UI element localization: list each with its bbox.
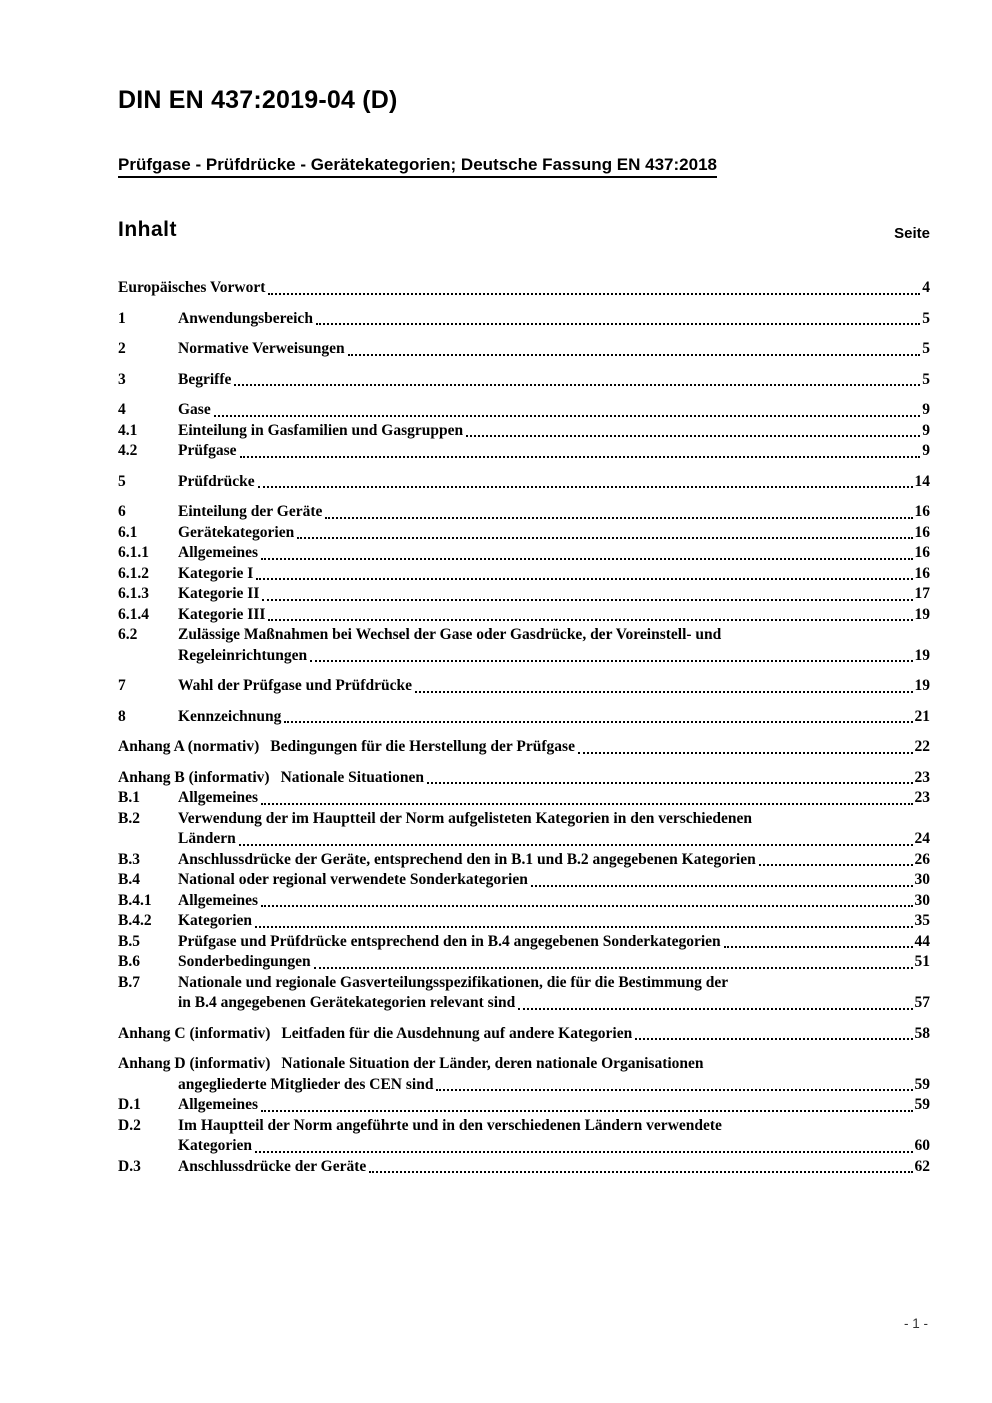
footer-page-number: - 1 -: [903, 1316, 928, 1331]
toc-entry-title: National oder regional verwendete Sonderkategorien: [178, 871, 528, 888]
toc-entry-title: Verwendung der im Hauptteil der Norm aufgelisteten Kategorien in den verschiedenen: [178, 809, 753, 827]
toc-entry-page: 16: [914, 564, 930, 582]
toc-entry-page: 58: [914, 1024, 930, 1042]
toc-entry-title: Im Hauptteil der Norm angeführte und in den verschiedenen Ländern verwendete: [178, 1116, 722, 1134]
toc-entry-number: 6.1.2: [118, 564, 149, 582]
toc-entry-page: 5: [922, 370, 930, 388]
page-column-heading: Seite: [894, 225, 930, 242]
toc-entry: [118, 370, 930, 391]
dot-leader: [578, 737, 913, 754]
toc-entry-title: Sonderbedingungen: [178, 953, 311, 970]
toc-heading: Inhalt: [118, 218, 177, 241]
toc-entry-page: 19: [914, 646, 930, 664]
toc-entry-title: Kennzeichnung: [178, 707, 282, 725]
dot-leader: [310, 646, 912, 663]
toc-entry-title: Europäisches Vorwort: [118, 279, 266, 296]
toc-entry-title: Kategorie I: [178, 564, 254, 582]
toc-entry-number: B.5: [118, 932, 140, 950]
toc-entry: [118, 584, 930, 605]
dot-leader: [268, 605, 912, 622]
dot-leader: [316, 309, 920, 326]
toc-entry-title: Normative Verweisungen: [178, 340, 345, 357]
toc-entry-page: 9: [922, 401, 930, 418]
toc-entry-title: Kategorie II: [178, 585, 260, 602]
toc-entry: [118, 952, 930, 973]
toc-entry-number: D.3: [118, 1157, 141, 1175]
dot-leader: [258, 472, 913, 489]
dot-leader: [255, 911, 912, 928]
toc-entry-number: B.4.2: [118, 912, 152, 929]
toc-entry-page: 30: [914, 871, 930, 888]
toc-entry: [118, 625, 930, 666]
toc-entry-title: Wahl der Prüfgase und Prüfdrücke: [178, 677, 412, 694]
toc-entry-page: 19: [914, 677, 930, 694]
toc-entry: [118, 1095, 930, 1116]
toc-entry: [118, 472, 930, 493]
toc-entry-number: 6.1.3: [118, 585, 149, 602]
toc-entry: [118, 441, 930, 462]
table-of-contents: [118, 278, 930, 1177]
toc-entry-page: 35: [914, 912, 930, 929]
toc-entry-number: 6: [118, 503, 126, 520]
toc-entry: [118, 400, 930, 421]
toc-entry: [118, 523, 930, 544]
toc-entry: [118, 870, 930, 891]
toc-entry-title-continued: Kategorien: [178, 1137, 253, 1154]
toc-entry-title: Kategorie III: [178, 605, 266, 623]
dot-leader: [239, 829, 913, 846]
toc-entry: [118, 850, 930, 871]
toc-entry-title: Allgemeines: [178, 1096, 259, 1113]
toc-entry-page: 14: [914, 472, 930, 490]
toc-entry-title: Einteilung in Gasfamilien und Gasgruppen: [178, 421, 464, 439]
toc-entry: [118, 676, 930, 697]
toc-entry: [118, 1024, 930, 1045]
toc-entry-title: Prüfgase und Prüfdrücke entsprechend den in B.4 angegebenen Sonderkategorien: [178, 932, 721, 950]
toc-entry-number: 7: [118, 677, 126, 694]
dot-leader: [427, 768, 913, 785]
toc-entry-number: B.6: [118, 953, 140, 970]
toc-entry: [118, 911, 930, 932]
dot-leader: [256, 564, 912, 581]
dot-leader: [214, 400, 921, 417]
toc-entry-number: B.4.1: [118, 891, 152, 909]
toc-entry-page: 51: [914, 953, 930, 970]
toc-entry: [118, 502, 930, 523]
toc-entry-page: 57: [914, 994, 930, 1011]
toc-entry-number: Anhang B (informativ): [118, 768, 270, 786]
toc-entry: [118, 339, 930, 360]
toc-entry-number: Anhang A (normativ): [118, 738, 260, 755]
toc-entry-page: 23: [914, 768, 930, 786]
toc-entry: [118, 278, 930, 299]
toc-entry: [118, 421, 930, 442]
toc-entry: [118, 1116, 930, 1157]
toc-entry-number: B.3: [118, 850, 140, 868]
toc-entry-page: 23: [914, 789, 930, 806]
toc-entry-number: 2: [118, 340, 126, 357]
toc-entry-title-continued: in B.4 angegebenen Gerätekategorien relevant sind: [178, 994, 516, 1011]
toc-entry-number: 6.2: [118, 626, 138, 643]
toc-entry-number: B.2: [118, 809, 140, 827]
toc-entry-page: 19: [914, 605, 930, 623]
dot-leader: [759, 850, 913, 867]
toc-entry: [118, 891, 930, 912]
toc-entry-page: 26: [914, 850, 930, 868]
dot-leader: [261, 891, 912, 908]
toc-entry-page: 24: [914, 830, 930, 847]
document-title: DIN EN 437:2019-04 (D): [118, 86, 398, 114]
toc-entry: [118, 788, 930, 809]
toc-entry-title: Begriffe: [178, 370, 232, 388]
toc-entry: [118, 605, 930, 626]
toc-entry: [118, 973, 930, 1014]
toc-entry-title: Prüfdrücke: [178, 472, 255, 490]
toc-entry-title-continued: Ländern: [178, 830, 236, 847]
toc-entry: [118, 768, 930, 789]
toc-entry-page: 22: [914, 738, 930, 755]
toc-entry-page: 5: [922, 340, 930, 357]
dot-leader: [261, 543, 912, 560]
toc-entry-title: Anwendungsbereich: [178, 309, 313, 327]
toc-entry-page: 62: [914, 1157, 930, 1175]
dot-leader: [415, 676, 913, 693]
toc-entry-number: B.1: [118, 789, 140, 806]
toc-entry-number: 1: [118, 309, 126, 327]
toc-entry-page: 60: [914, 1137, 930, 1154]
toc-entry-page: 59: [914, 1096, 930, 1113]
toc-entry-page: 5: [922, 309, 930, 327]
toc-entry-title: Gase: [178, 401, 211, 418]
dot-leader: [325, 502, 912, 519]
toc-entry-page: 17: [914, 585, 930, 602]
toc-entry-number: Anhang D (informativ): [118, 1055, 271, 1072]
toc-entry-number: Anhang C (informativ): [118, 1024, 271, 1042]
toc-entry-number: 4.2: [118, 442, 138, 459]
toc-entry-title: Zulässige Maßnahmen bei Wechsel der Gase oder Gasdrücke, der Voreinstell- und: [178, 626, 722, 643]
toc-entry-title: Bedingungen für die Herstellung der Prüfgase: [270, 738, 575, 755]
toc-entry: [118, 309, 930, 330]
toc-entry-number: 4: [118, 401, 126, 418]
toc-entry-page: 16: [914, 503, 930, 520]
toc-entry-title: Allgemeines: [178, 544, 259, 561]
dot-leader: [262, 584, 912, 601]
page-content: [118, 0, 930, 1177]
toc-entry-page: 16: [914, 523, 930, 541]
toc-entry-title-continued: angegliederte Mitglieder des CEN sind: [178, 1075, 434, 1093]
document-subtitle-row: [118, 154, 930, 176]
toc-entry-number: 8: [118, 707, 126, 725]
dot-leader: [255, 1136, 912, 1153]
toc-entry-title: Anschlussdrücke der Geräte, entsprechend den in B.1 und B.2 angegebenen Kategorien: [178, 850, 756, 868]
toc-entry: [118, 737, 930, 758]
toc-entry-number: D.2: [118, 1116, 141, 1134]
toc-entry-page: 4: [922, 279, 930, 296]
dot-leader: [297, 523, 912, 540]
toc-entry-title: Allgemeines: [178, 891, 259, 909]
toc-entry-number: B.7: [118, 973, 140, 991]
toc-entry-number: 6.1.4: [118, 605, 149, 623]
toc-header: [118, 218, 930, 242]
document-subtitle: Prüfgase - Prüfdrücke - Gerätekategorien; Deutsche Fassung EN 437:2018: [118, 155, 717, 178]
toc-entry-page: 44: [914, 932, 930, 950]
dot-leader: [724, 932, 913, 949]
toc-entry: [118, 543, 930, 564]
toc-entry-title: Allgemeines: [178, 789, 259, 806]
toc-entry-title: Einteilung der Geräte: [178, 503, 323, 520]
dot-leader: [261, 788, 912, 805]
toc-entry-page: 21: [914, 707, 930, 725]
toc-entry-title: Kategorien: [178, 912, 253, 929]
dot-leader: [240, 441, 921, 458]
dot-leader: [268, 278, 920, 295]
toc-entry-page: 9: [922, 421, 930, 439]
dot-leader: [635, 1024, 912, 1041]
dot-leader: [436, 1075, 912, 1092]
toc-entry-title-continued: Regeleinrichtungen: [178, 646, 308, 664]
toc-entry: [118, 707, 930, 728]
toc-entry-title: Anschlussdrücke der Geräte: [178, 1157, 367, 1175]
toc-entry-number: B.4: [118, 871, 140, 888]
dot-leader: [369, 1157, 912, 1174]
toc-entry: [118, 809, 930, 850]
toc-entry: [118, 564, 930, 585]
toc-entry-page: 16: [914, 544, 930, 561]
toc-entry-title: Nationale Situationen: [280, 768, 424, 786]
toc-entry-number: 3: [118, 370, 126, 388]
toc-entry-title: Gerätekategorien: [178, 523, 295, 541]
dot-leader: [348, 339, 921, 356]
toc-entry: [118, 1054, 930, 1095]
dot-leader: [466, 421, 920, 438]
toc-entry-page: 59: [914, 1075, 930, 1093]
toc-entry-title: Leitfaden für die Ausdehnung auf andere Kategorien: [281, 1024, 633, 1042]
toc-entry-number: 5: [118, 472, 126, 490]
toc-entry-title: Nationale Situation der Länder, deren nationale Organisationen: [281, 1055, 704, 1072]
toc-entry-number: D.1: [118, 1096, 141, 1113]
toc-entry-number: 6.1: [118, 523, 138, 541]
dot-leader: [518, 993, 912, 1010]
toc-entry: [118, 1157, 930, 1178]
toc-entry-title: Prüfgase: [178, 442, 237, 459]
dot-leader: [314, 952, 913, 969]
dot-leader: [234, 370, 920, 387]
dot-leader: [261, 1095, 912, 1112]
dot-leader: [531, 870, 913, 887]
dot-leader: [284, 707, 912, 724]
toc-entry: [118, 932, 930, 953]
toc-entry-title: Nationale und regionale Gasverteilungsspezifikationen, die für die Bestimmung der: [178, 973, 729, 991]
toc-entry-number: 6.1.1: [118, 544, 149, 561]
toc-entry-page: 30: [914, 891, 930, 909]
toc-entry-number: 4.1: [118, 421, 138, 439]
toc-entry-page: 9: [922, 442, 930, 459]
